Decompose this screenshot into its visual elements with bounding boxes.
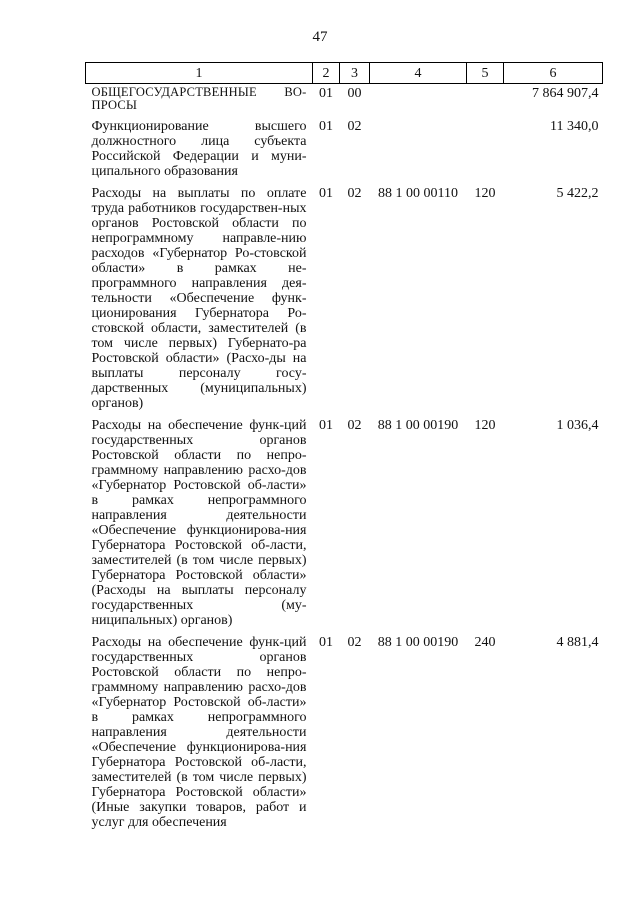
row-pr: 02	[347, 418, 362, 433]
row-vr: 240	[474, 635, 496, 650]
header-cell-csr: 4	[370, 63, 467, 84]
row-csr: 88 1 00 00190	[377, 418, 459, 433]
row-name: Функционирование высшего должностного лица субъекта Российской Федерации и муни-ципального образования	[91, 119, 307, 179]
page-number: 47	[312, 29, 328, 45]
row-pr: 00	[347, 86, 362, 101]
table-row	[86, 635, 603, 837]
row-csr	[370, 84, 467, 120]
row-pr: 02	[347, 635, 362, 650]
row-rz: 01	[319, 635, 333, 650]
budget-table	[85, 62, 603, 837]
row-csr	[370, 119, 467, 186]
row-amount: 1 036,4	[556, 418, 599, 433]
table-row	[86, 186, 603, 418]
row-name: Расходы на обеспечение функ-ций государственных органов Ростовской области по непро-граммному направлению расхо-дов «Губернатор Ростовской об-ласти» в рамках непрограммного направления деятельности «Обеспечение функционирова-ния Губернатора Ростовской об-ласти, заместителей (в том числе первых) Губернатора Ростовской области» (Иные закупки товаров, работ и услуг для обеспечения	[91, 635, 307, 830]
header-cell-name: 1	[86, 63, 313, 84]
row-pr: 02	[347, 119, 362, 134]
row-vr: 120	[474, 186, 496, 201]
row-amount: 4 881,4	[556, 635, 599, 650]
table-row	[86, 84, 603, 120]
row-rz: 01	[319, 186, 333, 201]
row-rz: 01	[319, 119, 333, 134]
table-row	[86, 418, 603, 635]
row-csr: 88 1 00 00190	[377, 635, 459, 650]
row-vr	[467, 84, 504, 120]
row-vr	[467, 119, 504, 186]
table-row	[86, 119, 603, 186]
row-vr: 120	[474, 418, 496, 433]
header-cell-rz: 2	[313, 63, 340, 84]
row-csr: 88 1 00 00110	[378, 186, 458, 201]
row-rz: 01	[319, 418, 333, 433]
row-rz: 01	[319, 86, 333, 101]
row-name: Расходы на обеспечение функ-ций государственных органов Ростовской области по непро-граммному направлению расхо-дов «Губернатор Ростовской об-ласти» в рамках непрограммного направления деятельности «Обеспечение функционирова-ния Губернатора Ростовской об-ласти, заместителей (в том числе первых) Губернатора Ростовской области» (Расходы на выплаты персоналу государственных (му-ниципальных) органов)	[91, 418, 307, 628]
header-row	[86, 63, 603, 84]
row-name: ОБЩЕГОСУДАРСТВЕННЫЕ ВО-ПРОСЫ	[91, 85, 307, 112]
row-amount: 11 340,0	[550, 119, 599, 134]
table-body	[86, 84, 603, 838]
row-amount: 7 864 907,4	[532, 86, 599, 101]
header-cell-amount: 6	[504, 63, 603, 84]
row-name: Расходы на выплаты по оплате труда работников государствен-ных органов Ростовской области по непрограммному направле-нию расходов «Губернатор Ро-стовской области» в рамках не-программного направления дея-тельности «Обеспечение функ-ционирования Губернатора Ро-стовской области, заместителей (в том числе первых) Губернато-ра Ростовской области» (Расхо-ды на выплаты персоналу госу-дарственных (муниципальных) органов)	[91, 186, 307, 411]
table-header	[86, 63, 603, 84]
row-amount: 5 422,2	[556, 186, 599, 201]
header-cell-vr: 5	[467, 63, 504, 84]
row-pr: 02	[347, 186, 362, 201]
header-cell-pr: 3	[340, 63, 370, 84]
